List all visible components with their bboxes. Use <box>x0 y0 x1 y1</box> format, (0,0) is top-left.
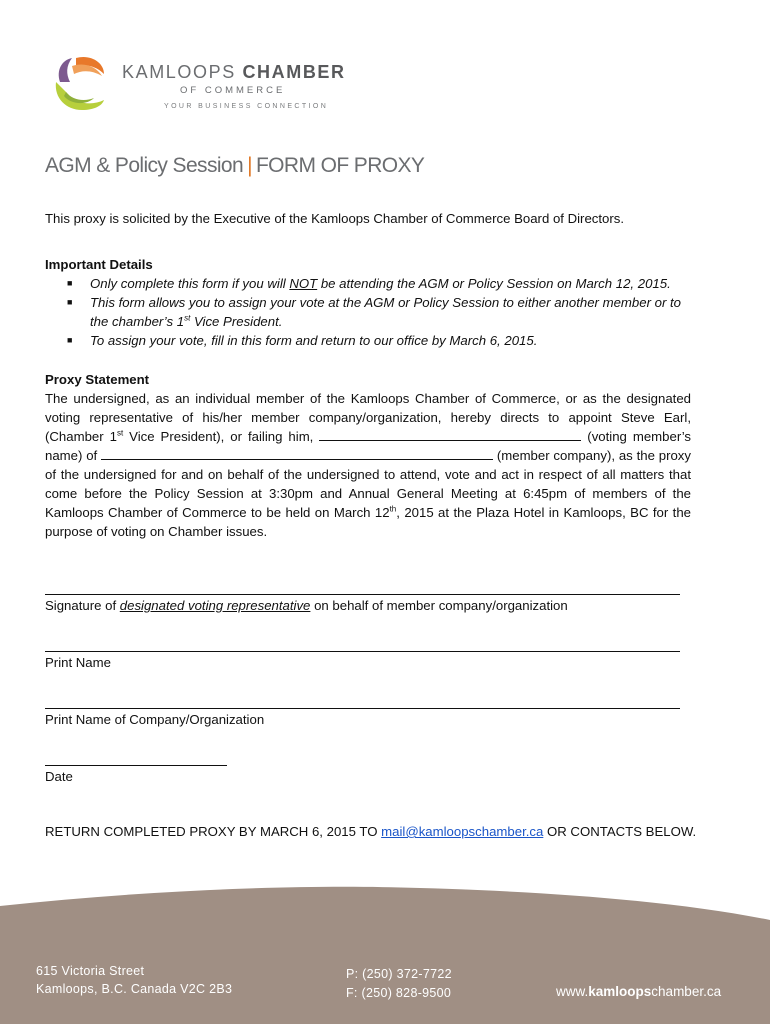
org-tagline: YOUR BUSINESS CONNECTION <box>164 103 329 110</box>
footer-website: www.kamloopschamber.ca <box>556 984 722 999</box>
chamber-logo <box>46 52 366 118</box>
chamber-logo-mark-icon <box>46 52 116 118</box>
print-name-field[interactable] <box>45 651 680 652</box>
footer-fax: F: (250) 828-9500 <box>346 986 452 1000</box>
email-link[interactable]: mail@kamloopschamber.ca <box>381 824 544 839</box>
signature-label: Signature of designated voting representative on behalf of member company/organization <box>45 598 568 613</box>
important-details <box>45 255 685 350</box>
footer-address-line1: 615 Victoria Street <box>36 964 145 978</box>
org-name-line1: KAMLOOPS CHAMBER <box>122 62 346 82</box>
bullet-square-icon: ■ <box>67 278 73 288</box>
list-item: ■ To assign your vote, fill in this form and return to our office by March 6, 2015. <box>67 333 538 348</box>
bullet-square-icon: ■ <box>67 297 73 307</box>
footer-phone: P: (250) 372-7722 <box>346 967 452 981</box>
intro-text: This proxy is solicited by the Executive of the Kamloops Chamber of Commerce Board of Directors. <box>45 211 625 226</box>
date-label: Date <box>45 769 73 784</box>
voting-member-name-field[interactable] <box>319 427 581 441</box>
important-heading: Important Details <box>45 257 153 272</box>
footer-address-line2: Kamloops, B.C. Canada V2C 2B3 <box>36 982 233 996</box>
company-name-field[interactable] <box>45 708 680 709</box>
bullet-square-icon: ■ <box>67 335 73 345</box>
list-item: ■ This form allows you to assign your vote at the AGM or Policy Session to either another member or to the chamber’s 1st Vice President. <box>67 295 682 329</box>
member-company-field[interactable] <box>101 446 493 460</box>
signature-field[interactable] <box>45 594 680 595</box>
return-instructions: RETURN COMPLETED PROXY BY MARCH 6, 2015 TO mail@kamloopschamber.ca OR CONTACTS BELOW. <box>45 824 697 839</box>
footer-band <box>0 880 770 1024</box>
page-title: AGM & Policy Session | FORM OF PROXY <box>45 154 425 177</box>
org-name-line2: OF COMMERCE <box>180 85 286 96</box>
list-item: ■ Only complete this form if you will NOT be attending the AGM or Policy Session on March 12, 2015. <box>67 276 671 291</box>
print-name-label: Print Name <box>45 655 111 670</box>
company-name-label: Print Name of Company/Organization <box>45 712 265 727</box>
proxy-heading: Proxy Statement <box>45 372 150 387</box>
proxy-statement: The undersigned, as an individual member of the Kamloops Chamber of Commerce, or as the designated voting representative of his/her member company/organization, hereby directs to appoint Steve Earl, (Chamber 1st Vice President), or failing him, (voting member’s name) of (member company), as the proxy of the undersigned for and on behalf of the undersigned to attend, vote and act in respect of all matters that come before the Policy Session at 3:30pm and Annual General Meeting at 6:45pm of members of the Kamloops Chamber of Commerce to be held on March 12th, 2015 at the Plaza Hotel in Kamloops, BC for the purpose of voting on Chamber issues. <box>45 391 691 539</box>
date-field[interactable] <box>45 765 227 766</box>
footer <box>0 880 770 1024</box>
